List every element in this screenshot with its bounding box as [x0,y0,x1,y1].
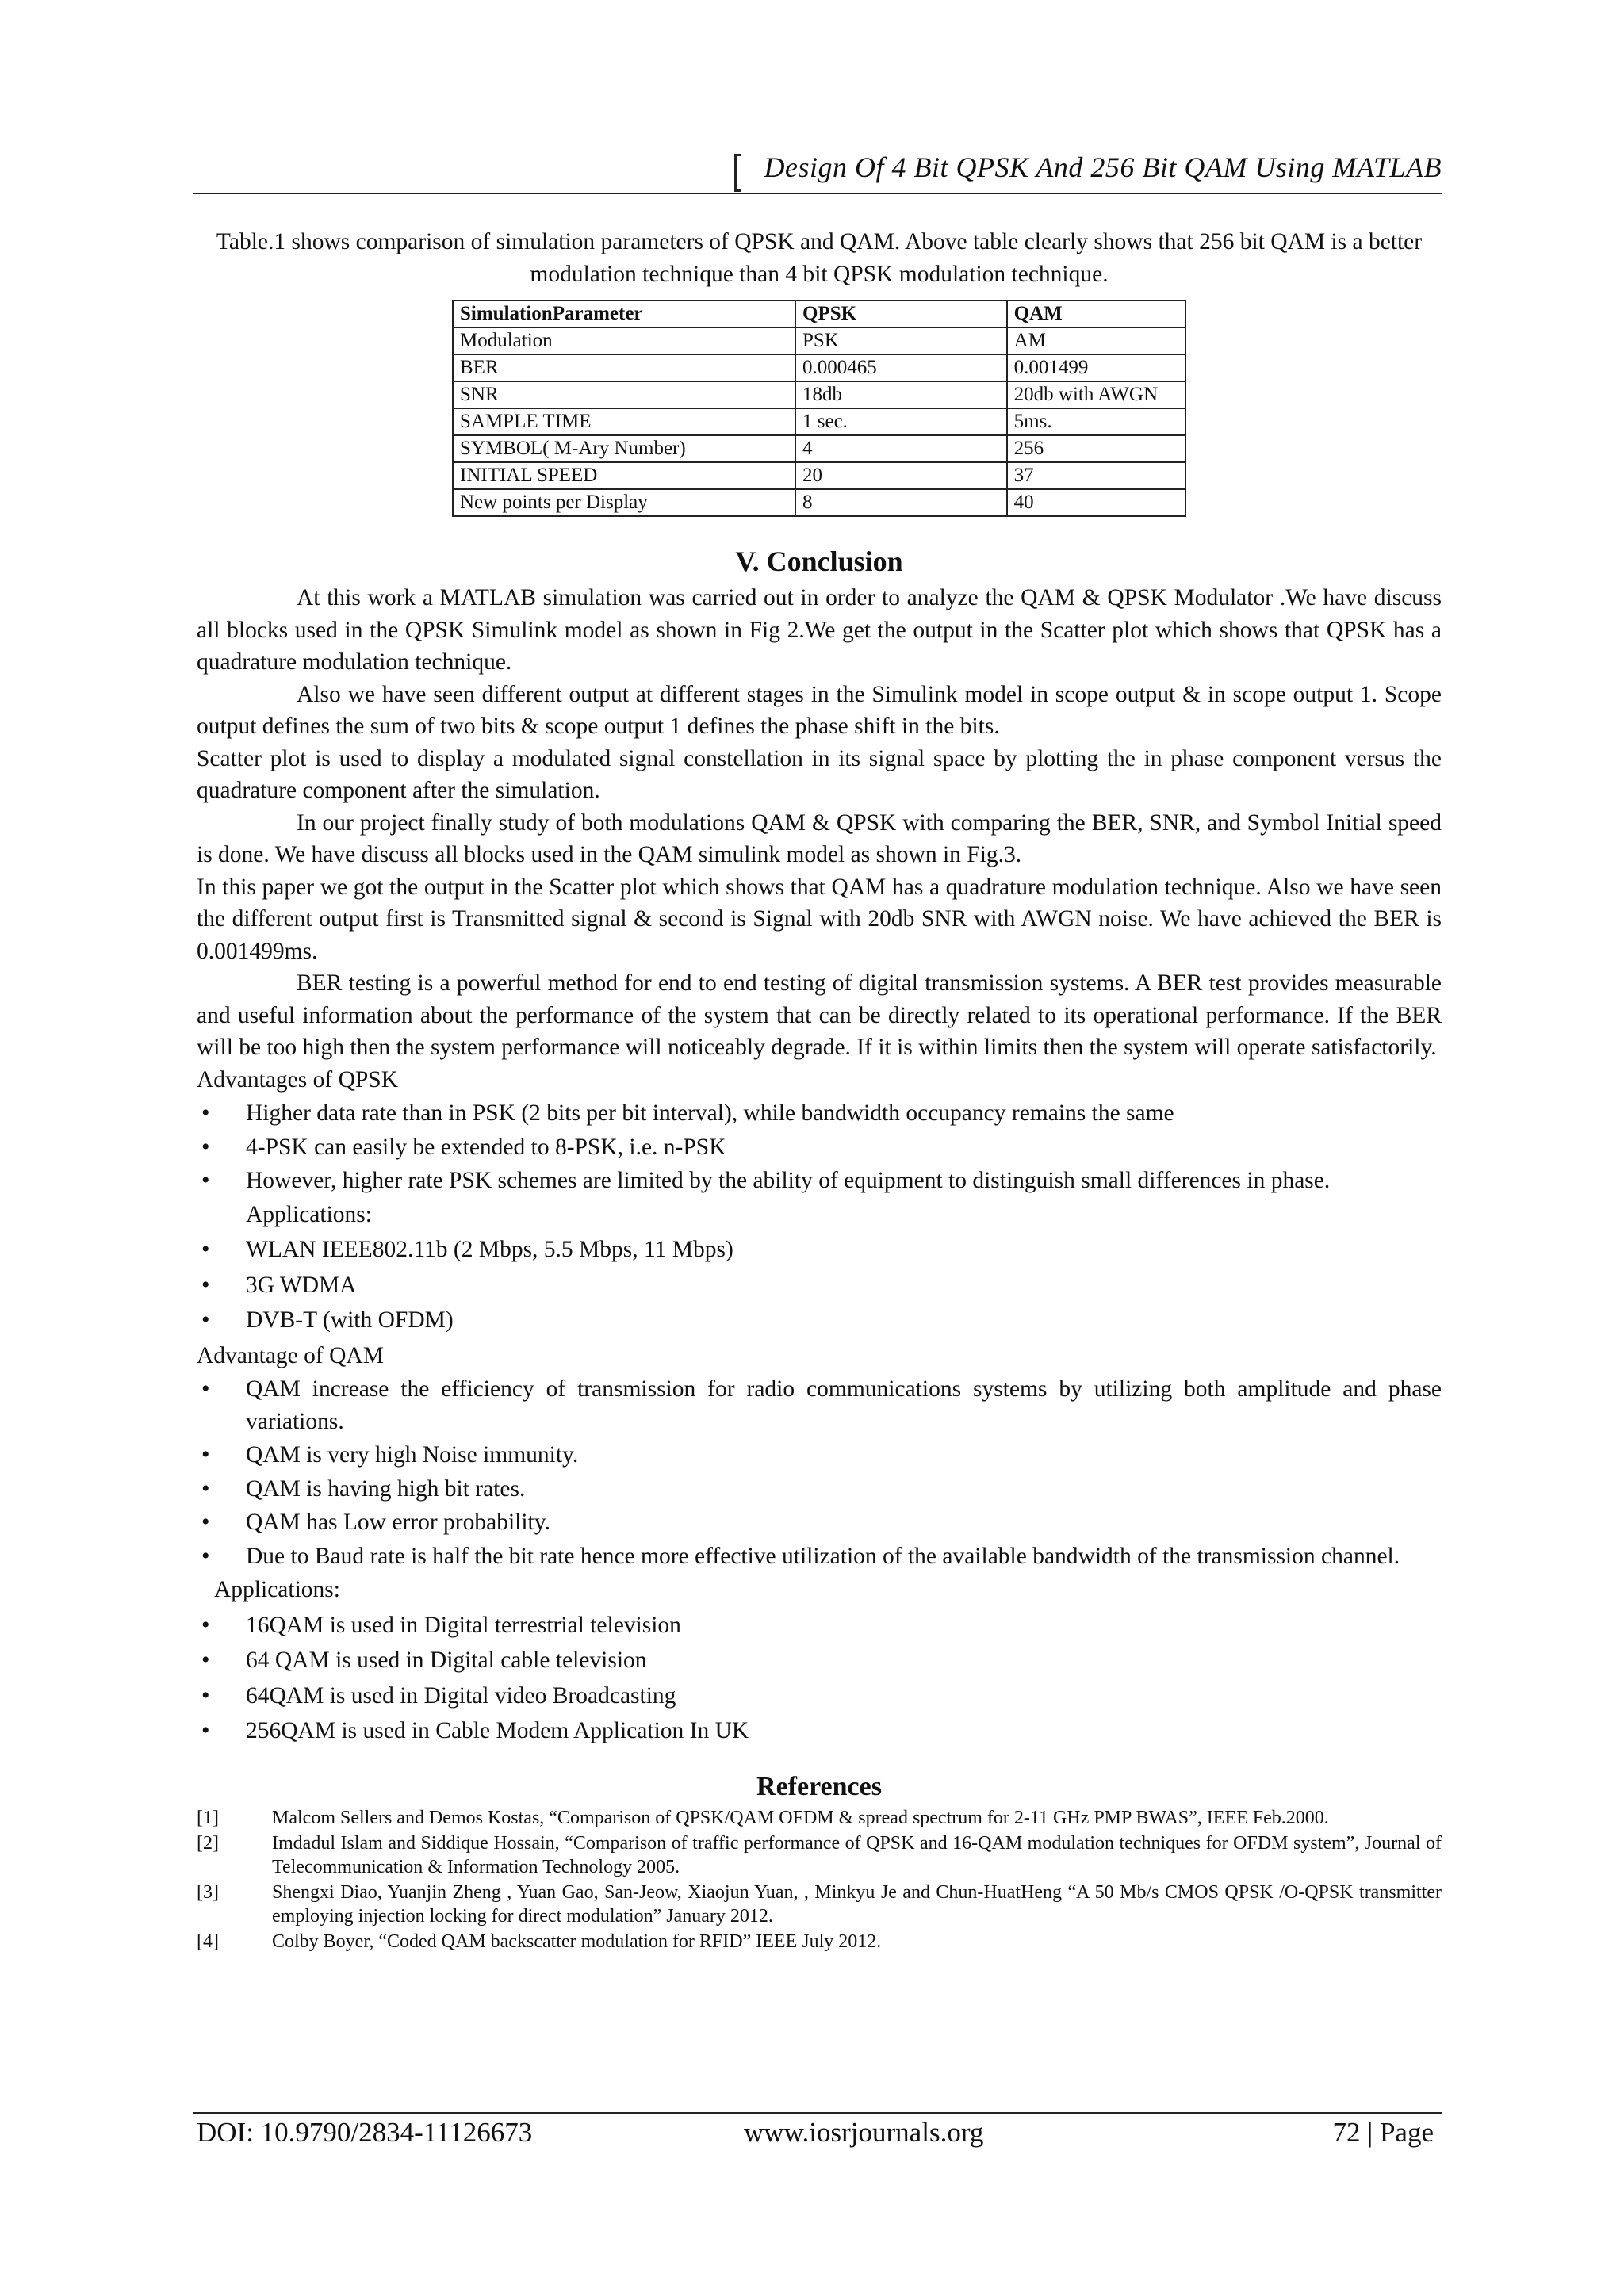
list-item: • 3G WDMA [197,1269,1442,1302]
paragraph: Also we have seen different output at different stages in the Simulink model in scope output & in scope output 1. Scope output defines the sum of two bits & scope output 1 defines the phase shift in the bits. [197,681,1442,739]
list-item: • WLAN IEEE802.11b (2 Mbps, 5.5 Mbps, 11 Mbps) [197,1234,1442,1266]
reference-number: [4] [197,1931,219,1952]
qpsk-advantages-list [197,1097,1442,1197]
paragraph: In our project finally study of both modulations QAM & QPSK with comparing the BER, SNR, and Symbol Initial speed is done. We have discuss all blocks used in the QAM simulink model as shown in Fig.3. [197,809,1442,867]
list-item: • Due to Baud rate is half the bit rate hence more effective utilization of the available bandwidth of the transmission channel. [197,1540,1442,1573]
qpsk-applications-list [197,1234,1442,1337]
running-header: Design Of 4 Bit QPSK And 256 Bit QAM Using MATLAB [764,151,1442,183]
reference-text: Imdadul Islam and Siddique Hossain, “Comparison of traffic performance of QPSK and 16-QAM modulation techniques for OFDM system”, Journal of Telecommunication & Information Technology 2005. [272,1832,1442,1877]
reference-text: Colby Boyer, “Coded QAM backscatter modulation for RFID” IEEE July 2012. [272,1931,882,1952]
table-intro: Table.1 shows comparison of simulation parameters of QPSK and QAM. Above table clearly shows that 256 bit QAM is a better modulation technique than 4 bit QPSK modulation technique. [216,229,1423,287]
table-cell: SNR [453,381,795,408]
table-row [453,327,1185,354]
list-item: • QAM is very high Noise immunity. [197,1439,1442,1471]
page-footer [197,2117,1442,2156]
table-row [453,408,1185,435]
table-cell: SYMBOL( M-Ary Number) [453,435,795,462]
list-item: • QAM increase the efficiency of transmission for radio communications systems by utilizing both amplitude and phase variations. [197,1373,1442,1437]
table-cell: 4 [795,435,1007,462]
header-rule [193,193,1442,194]
list-item: • QAM is having high bit rates. [197,1473,1442,1506]
table-cell: SAMPLE TIME [453,408,795,435]
table-cell: 18db [795,381,1007,408]
list-item: • DVB-T (with OFDM) [197,1304,1442,1337]
table-cell: PSK [795,327,1007,354]
reference-number: [3] [197,1881,219,1903]
reference-number: [2] [197,1832,219,1854]
main-content [197,226,1442,1955]
reference-item [197,1831,1442,1879]
paragraph: BER testing is a powerful method for end to end testing of digital transmission systems. A BER test provides measurable and useful information about the performance of the system that can be directly related to its operational performance. If the BER will be too high then the system performance will noticeably degrade. If it is within limits then the system will operate satisfactorily. [197,970,1442,1060]
table-cell: 256 [1007,435,1185,462]
table-row [453,435,1185,462]
reference-text: Malcom Sellers and Demos Kostas, “Comparison of QPSK/QAM OFDM & spread spectrum for 2-11 GHz PMP BWAS”, IEEE Feb.2000. [272,1807,1329,1828]
table-cell: New points per Display [453,489,795,516]
qam-applications-heading: Applications: [214,1577,340,1602]
list-item: • Higher data rate than in PSK (2 bits per bit interval), while bandwidth occupancy remains the same [197,1097,1442,1130]
paragraph: Scatter plot is used to display a modulated signal constellation in its signal space by plotting the in phase component versus the quadrature component after the simulation. [197,745,1442,803]
table-cell: 20 [795,462,1007,489]
reference-item [197,1881,1442,1928]
table-header-cell: QAM [1007,300,1185,327]
section-heading: V. Conclusion [735,545,903,577]
references-list [197,1806,1442,1954]
header-bracket [734,154,741,192]
qam-advantages-heading: Advantage of QAM [197,1342,384,1368]
table-row [453,489,1185,516]
table-cell: 8 [795,489,1007,516]
paragraph: At this work a MATLAB simulation was carried out in order to analyze the QAM & QPSK Modulator .We have discuss all blocks used in the QPSK Simulink model as shown in Fig 2.We get the output in the Scatter plot which shows that QPSK has a quadrature modulation technique. [197,585,1442,675]
paragraph: In this paper we got the output in the Scatter plot which shows that QAM has a quadrature modulation technique. Also we have seen the different output first is Transmitted signal & second is Signal with 20db SNR with AWGN noise. We have achieved the BER is 0.001499ms. [197,874,1442,964]
table-cell: 0.001499 [1007,354,1185,381]
reference-item [197,1806,1442,1830]
reference-item [197,1930,1442,1954]
qam-advantages-list [197,1373,1442,1572]
table-cell: 5ms. [1007,408,1185,435]
table-cell: 20db with AWGN [1007,381,1185,408]
footer-rule [193,2112,1442,2114]
list-item: • 64 QAM is used in Digital cable television [197,1644,1442,1677]
table-header-cell: QPSK [795,300,1007,327]
list-item: • QAM has Low error probability. [197,1506,1442,1539]
qpsk-advantages-heading: Advantages of QPSK [197,1066,399,1093]
footer-doi: DOI: 10.9790/2834-11126673 [197,2117,533,2148]
table-header-cell: SimulationParameter [453,300,795,327]
table-cell: INITIAL SPEED [453,462,795,489]
simulation-table [452,300,1186,517]
table-row [453,381,1185,408]
table-header-row [453,300,1185,327]
table-cell: Modulation [453,327,795,354]
list-item: • 64QAM is used in Digital video Broadcasting [197,1680,1442,1712]
list-item: • 256QAM is used in Cable Modem Application In UK [197,1715,1442,1747]
qpsk-applications-heading: Applications: [246,1201,372,1227]
list-item: • 16QAM is used in Digital terrestrial television [197,1609,1442,1642]
footer-website: www.iosrjournals.org [744,2117,984,2148]
table-cell: BER [453,354,795,381]
reference-text: Shengxi Diao, Yuanjin Zheng , Yuan Gao, San-Jeow, Xiaojun Yuan, , Minkyu Je and Chun-HuatHeng “A 50 Mb/s CMOS QPSK /O-QPSK transmitter employing injection locking for direct modulation” January 2012. [272,1881,1442,1927]
list-item: • However, higher rate PSK schemes are limited by the ability of equipment to distinguish small differences in phase. [197,1165,1442,1197]
table-cell: 0.000465 [795,354,1007,381]
table-row [453,354,1185,381]
footer-page-number: 72 | Page [1332,2117,1434,2148]
reference-number: [1] [197,1807,219,1828]
table-row [453,462,1185,489]
table-cell: AM [1007,327,1185,354]
table-cell: 40 [1007,489,1185,516]
references-heading: References [756,1771,882,1801]
table-cell: 37 [1007,462,1185,489]
qam-applications-list [197,1609,1442,1747]
table-cell: 1 sec. [795,408,1007,435]
list-item: • 4-PSK can easily be extended to 8-PSK, i.e. n-PSK [197,1131,1442,1164]
